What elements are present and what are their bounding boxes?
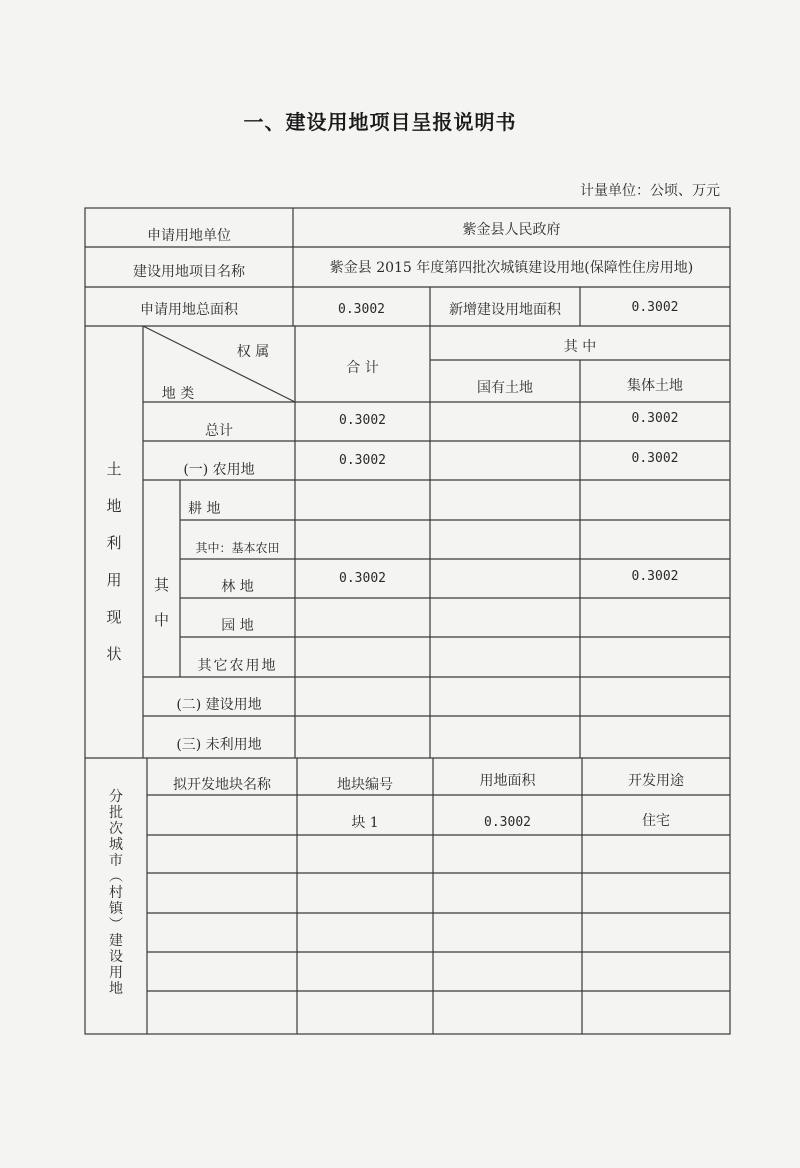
batch-side-label: [85, 790, 147, 996]
document-title: 一、建设用地项目呈报说明书: [243, 110, 517, 134]
batch-row-name: [147, 808, 297, 836]
batch-side-char: 分: [109, 789, 123, 805]
batch-side-char: 地: [109, 981, 123, 997]
batch-row-use: 住宅: [642, 813, 670, 829]
row-lindi-collective: 0.3002: [631, 568, 679, 584]
row-qita-state: [430, 644, 580, 672]
batch-side-char: 批: [109, 805, 123, 821]
batch-side-char: ︶: [109, 917, 123, 933]
batch-header-name: 拟开发地块名称: [173, 777, 271, 793]
row-nongyong-collective: 0.3002: [631, 450, 679, 466]
row-nongyong-label: (一) 农用地: [183, 462, 255, 478]
batch-side-char: 次: [109, 821, 123, 837]
row-qita-collective: [580, 644, 730, 672]
landuse-side-char: 利: [106, 534, 122, 552]
row-nongyong-total: 0.3002: [339, 452, 386, 468]
header-collective-land: 集体土地: [627, 378, 683, 394]
row-qita-label: 其它农用地: [197, 658, 278, 674]
applicant-label: 申请用地单位: [147, 228, 231, 244]
batch-side-char: 用: [109, 965, 123, 981]
qizhong-char: 其: [153, 576, 169, 594]
batch-header-code: 地块编号: [337, 777, 393, 793]
landuse-side-label: [85, 462, 143, 662]
batch-header-area: 用地面积: [479, 773, 536, 789]
area-label: 申请用地总面积: [140, 302, 238, 318]
row-yuandi-label: 园 地: [221, 618, 254, 634]
row-weili-total: [295, 724, 430, 752]
qizhong-label: [143, 578, 180, 628]
row-jianshe-label: (二) 建设用地: [176, 697, 262, 713]
header-state-land: 国有土地: [477, 380, 533, 396]
row-jiben-label: 其中：基本农田: [195, 540, 280, 555]
landuse-side-char: 现: [106, 608, 122, 626]
landuse-side-char: 地: [106, 497, 122, 515]
header-among: 其 中: [563, 339, 597, 355]
landuse-side-char: 土: [106, 460, 122, 478]
row-qita-total: [295, 644, 430, 672]
batch-row-area: 0.3002: [484, 814, 531, 830]
row-jianshe-collective: [580, 684, 730, 712]
row-zongji-state: [430, 406, 580, 434]
batch-header-use: 开发用途: [628, 773, 684, 789]
new-area-value: 0.3002: [631, 299, 679, 315]
row-gengdi-label-text: 耕 地: [188, 501, 221, 517]
row-yuandi-total: [295, 604, 430, 632]
row-lindi-total: 0.3002: [339, 570, 386, 586]
batch-row-code: 块 1: [351, 815, 379, 831]
row-weili-state: [430, 724, 580, 752]
row-gengdi-label: [180, 495, 295, 521]
row-jiben-state: [430, 526, 580, 554]
applicant-value: 紫金县人民政府: [462, 222, 561, 238]
project-value: 紫金县 2015 年度第四批次城镇建设用地(保障性住房用地): [329, 260, 694, 276]
row-nongyong-state: [430, 446, 580, 474]
row-yuandi-collective: [580, 604, 730, 632]
row-gengdi-state: [430, 486, 580, 514]
header-total: 合 计: [346, 360, 379, 376]
qizhong-char: 中: [153, 611, 169, 629]
project-label: 建设用地项目名称: [133, 264, 245, 280]
landuse-side-char: 用: [106, 571, 122, 589]
row-jianshe-state: [430, 684, 580, 712]
unit-label: 计量单位：公顷、万元: [580, 183, 720, 199]
batch-side-char: 镇: [109, 901, 123, 917]
row-jiben-total: [295, 526, 430, 554]
row-gengdi-total: [295, 486, 430, 514]
batch-side-char: 市: [109, 853, 123, 869]
landuse-side-char: 状: [106, 645, 122, 663]
batch-side-char: 设: [109, 949, 123, 965]
row-zongji-total: 0.3002: [339, 412, 386, 428]
row-weili-label: (三) 未利用地: [176, 737, 262, 753]
area-value: 0.3002: [338, 301, 385, 317]
batch-side-char: 建: [109, 933, 123, 949]
header-land-type: 地 类: [161, 386, 195, 402]
row-zongji-collective: 0.3002: [631, 410, 679, 426]
batch-side-char: 村: [109, 885, 123, 901]
row-gengdi-collective: [580, 486, 730, 514]
batch-side-char: ︵: [109, 869, 123, 885]
header-ownership: 权 属: [236, 344, 270, 360]
row-lindi-label: 林 地: [221, 579, 254, 595]
batch-side-char: 城: [109, 837, 123, 853]
row-jiben-collective: [580, 526, 730, 554]
new-area-label: 新增建设用地面积: [449, 302, 561, 318]
row-yuandi-state: [430, 604, 580, 632]
row-lindi-state: [430, 564, 580, 592]
row-zongji-label: 总计: [205, 423, 233, 439]
row-weili-collective: [580, 724, 730, 752]
row-jianshe-total: [295, 684, 430, 712]
